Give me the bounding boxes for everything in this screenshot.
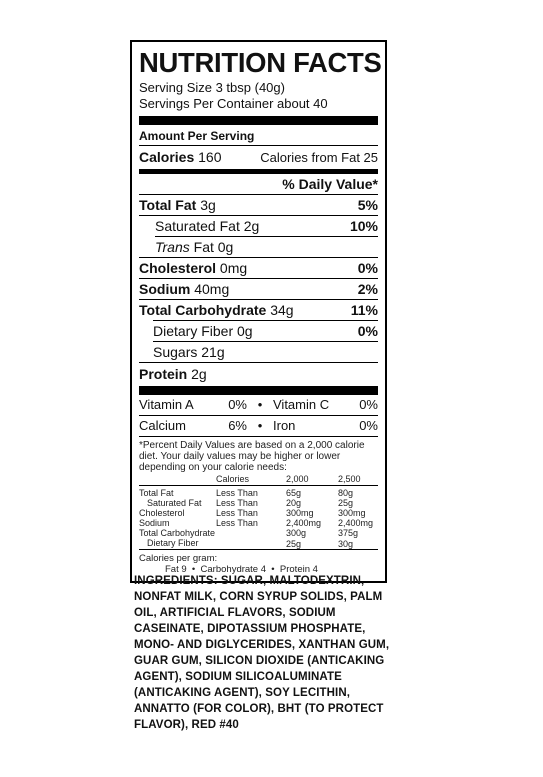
- amount-per-serving: Amount Per Serving: [139, 129, 255, 143]
- total-fat-row: Total Fat 3g 5%: [139, 197, 378, 213]
- servings-per-container: Servings Per Container about 40: [139, 96, 328, 111]
- table-row: Saturated Fat Less Than 20g 25g: [147, 498, 354, 508]
- bullet-icon: •: [257, 397, 263, 412]
- total-fat-dv: 5%: [357, 197, 378, 213]
- table-row: Cholesterol Less Than 300mg 300mg: [139, 508, 366, 518]
- sugars-row: Sugars 21g: [153, 344, 225, 360]
- nutrition-facts-panel: [130, 40, 387, 583]
- daily-value-footnote: *Percent Daily Values are based on a 2,000 calorie diet. Your daily values may be higher or lower depending on your calorie needs:: [139, 440, 365, 473]
- total-carbohydrate-row: Total Carbohydrate 34g 11%: [139, 302, 378, 318]
- calories-row: [139, 146, 378, 169]
- panel-title: NUTRITION FACTS: [139, 47, 382, 78]
- divider-thick: [139, 116, 378, 125]
- serving-size: Serving Size 3 tbsp (40g): [139, 80, 285, 95]
- divider-thick: [139, 386, 378, 395]
- vitamin-row: Vitamin A 0% • Vitamin C 0%: [139, 395, 378, 415]
- ingredients-text: INGREDIENTS: SUGAR, MALTODEXTRIN, NONFAT MILK, CORN SYRUP SOLIDS, PALM OIL, ARTIFICIAL FLAVORS, SODIUM CASEINATE, DIPOTASSIUM PHOSPHATE, MONO- AND DIGLYCERIDES, XANTHAN GUM, GUAR GUM, SILICON DIOXIDE (ANTICAKING AGENT), SODIUM SILICOALUMINATE (ANTICAKING AGENT), SOY LECITHIN, ANNATTO (FOR COLOR), BHT (TO PROTECT FLAVOR), RED #40: [134, 575, 390, 731]
- protein-row: Protein 2g: [139, 366, 207, 382]
- saturated-fat-row: Saturated Fat 2g 10%: [155, 218, 378, 234]
- calories-from-fat: Calories from Fat 25: [260, 150, 378, 165]
- dv-header-row: [139, 174, 378, 194]
- calories-per-gram-label: Calories per gram:: [139, 553, 218, 564]
- calories-per-gram-values: Fat 9 • Carbohydrate 4 • Protein 4: [165, 564, 318, 575]
- reference-table: [139, 474, 378, 550]
- table-row: Sodium Less Than 2,400mg 2,400mg: [139, 518, 374, 528]
- bullet-icon: •: [257, 418, 263, 433]
- cholesterol-row: Cholesterol 0mg 0%: [139, 260, 378, 276]
- calories-label: Calories: [139, 149, 195, 165]
- sodium-row: Sodium 40mg 2%: [139, 281, 378, 297]
- table-row: Total Fat Less Than 65g 80g: [139, 488, 354, 498]
- table-row: Dietary Fiber 25g 30g: [139, 538, 378, 550]
- table-row: Total Carbohydrate 300g 375g: [139, 528, 359, 538]
- reference-header: Calories 2,000 2,500: [139, 474, 378, 486]
- dv-header: % Daily Value*: [282, 176, 378, 192]
- trans-fat-row: Trans Fat 0g: [155, 239, 234, 255]
- vitamin-row: Calcium 6% • Iron 0%: [139, 416, 378, 436]
- dietary-fiber-row: Dietary Fiber 0g 0%: [153, 323, 378, 339]
- calories-value: 160: [198, 149, 222, 165]
